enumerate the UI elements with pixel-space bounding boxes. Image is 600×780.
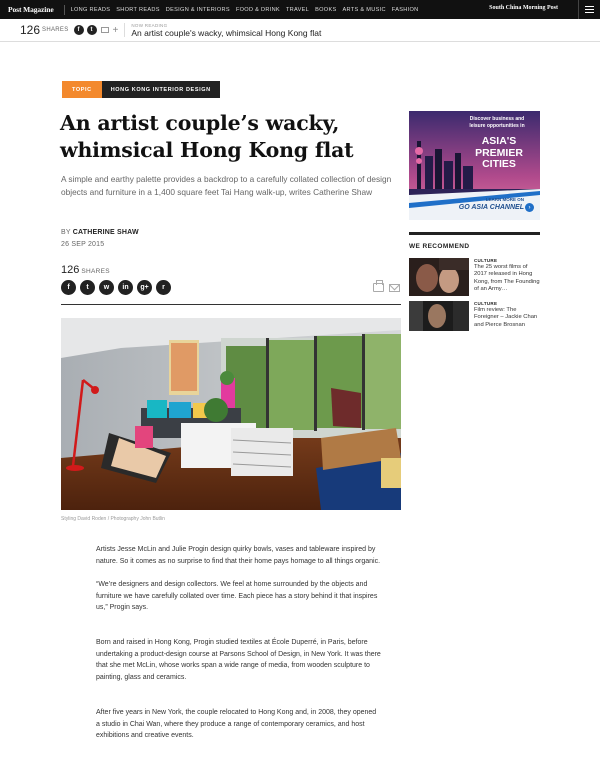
publish-date: 26 SEP 2015: [61, 241, 105, 248]
ad-headline: ASIA'S PREMIER CITIES: [475, 135, 523, 170]
author-link[interactable]: CATHERINE SHAW: [72, 229, 139, 236]
now-reading-title: An artist couple's wacky, whimsical Hong Kong flat: [131, 27, 322, 38]
photo-caption: Styling David Roden / Photography John Butlin: [61, 516, 165, 522]
email-icon[interactable]: [101, 27, 109, 33]
recommend-title[interactable]: The 25 worst films of 2017 released in Hong Kong, from The Founding of an Army…: [474, 264, 540, 292]
ad-learn-more: LEARN MORE ON: [485, 197, 524, 202]
hamburger-menu-icon[interactable]: [578, 0, 600, 19]
nav-link-food-drink[interactable]: FOOD & DRINK: [235, 6, 280, 13]
share-label: SHARES: [42, 27, 69, 33]
ad-channel-name: GO ASIA CHANNEL: [458, 204, 524, 211]
whatsapp-icon[interactable]: w: [99, 280, 114, 295]
divider: [124, 23, 125, 37]
reddit-icon[interactable]: r: [156, 280, 171, 295]
nav-link-design-interiors[interactable]: DESIGN & INTERIORS: [165, 6, 230, 13]
nav-link-short-reads[interactable]: SHORT READS: [116, 6, 160, 13]
facebook-icon[interactable]: f: [61, 280, 76, 295]
recommend-thumbnail[interactable]: [409, 301, 469, 331]
brand-logo[interactable]: Post Magazine: [8, 5, 54, 14]
recommend-thumbnail[interactable]: [409, 258, 469, 296]
nav-link-fashion[interactable]: FASHION: [391, 6, 419, 13]
arrow-right-icon[interactable]: ›: [525, 203, 534, 212]
article-shares: [61, 264, 110, 276]
advertisement-banner[interactable]: [409, 111, 540, 220]
googleplus-icon[interactable]: g+: [137, 280, 152, 295]
nav-divider: [64, 5, 65, 15]
article-headline: An artist couple’s wacky, whimsical Hong Kong flat: [60, 111, 354, 162]
recommend-category: CULTURE: [474, 258, 498, 263]
body-paragraph: Born and raised in Hong Kong, Progin studied textiles at École Duperré, in Paris, before undertaking a product-design course at Parsons School of Design, in New York. It was there that she met McLin, whose works span a wide range of media, from wooden sculpture to painting, glass and ceramics.: [96, 639, 381, 681]
divider: [409, 232, 540, 235]
topic-label: TOPIC: [62, 81, 102, 98]
byline-prefix: BY: [61, 229, 71, 236]
nav-links: [71, 7, 419, 13]
nav-link-arts-music[interactable]: ARTS & MUSIC: [342, 6, 386, 13]
now-reading: [131, 23, 321, 38]
publisher-logo[interactable]: South China Morning Post: [489, 5, 558, 11]
nav-link-travel[interactable]: TRAVEL: [285, 6, 310, 13]
share-bar: [0, 19, 600, 42]
body-paragraph: “We’re designers and design collectors. We feel at home surrounded by the objects and furniture we have carefully collated over time. Each piece has a story behind it that inspires us,” Progin says.: [96, 581, 378, 611]
article-share-count: 126: [61, 264, 80, 276]
email-icon[interactable]: [389, 284, 400, 292]
article-photo[interactable]: [61, 318, 401, 510]
recommend-title[interactable]: Film review: The Foreigner – Jackie Chan and Pierce Brosnan: [474, 307, 538, 328]
recommend-category: CULTURE: [474, 301, 498, 306]
article-share-label: SHARES: [81, 268, 110, 275]
share-count: 126: [20, 23, 41, 37]
nav-link-books[interactable]: BOOKS: [315, 6, 337, 13]
body-paragraph: Artists Jesse McLin and Julie Progin design quirky bowls, vases and tableware inspired by nature. So it comes as no surprise to find that their home pays homage to all things organic.: [96, 546, 381, 565]
linkedin-icon[interactable]: in: [118, 280, 133, 295]
divider: [61, 304, 401, 305]
recommend-item[interactable]: [409, 301, 540, 331]
twitter-icon[interactable]: t: [87, 25, 97, 35]
ad-tagline: Discover business and leisure opportunities in: [469, 116, 525, 129]
print-icon[interactable]: [373, 283, 384, 292]
article-standfirst: A simple and earthy palette provides a backdrop to a carefully collated collection of design objects and furniture in a 1,400 square feet Tai Hang walk-up, writes Catherine Shaw: [61, 174, 392, 197]
facebook-icon[interactable]: f: [74, 25, 84, 35]
nav-link-long-reads[interactable]: LONG READS: [70, 6, 111, 13]
now-reading-label: NOW READING: [131, 22, 168, 28]
twitter-icon[interactable]: t: [80, 280, 95, 295]
more-share-icon[interactable]: +: [112, 24, 119, 36]
body-paragraph: After five years in New York, the couple relocated to Hong Kong and, in 2008, they opened a studio in Chai Wan, where they produce a range of contemporary ceramics, and host exhibitions and creative events.: [96, 709, 377, 739]
recommend-item[interactable]: [409, 258, 540, 296]
topic-link[interactable]: HONG KONG INTERIOR DESIGN: [102, 81, 220, 98]
topic-tag: [62, 81, 220, 98]
top-nav: [0, 0, 600, 19]
byline: [61, 229, 139, 236]
recommend-heading: WE RECOMMEND: [409, 243, 470, 250]
social-share-buttons: [61, 280, 171, 295]
